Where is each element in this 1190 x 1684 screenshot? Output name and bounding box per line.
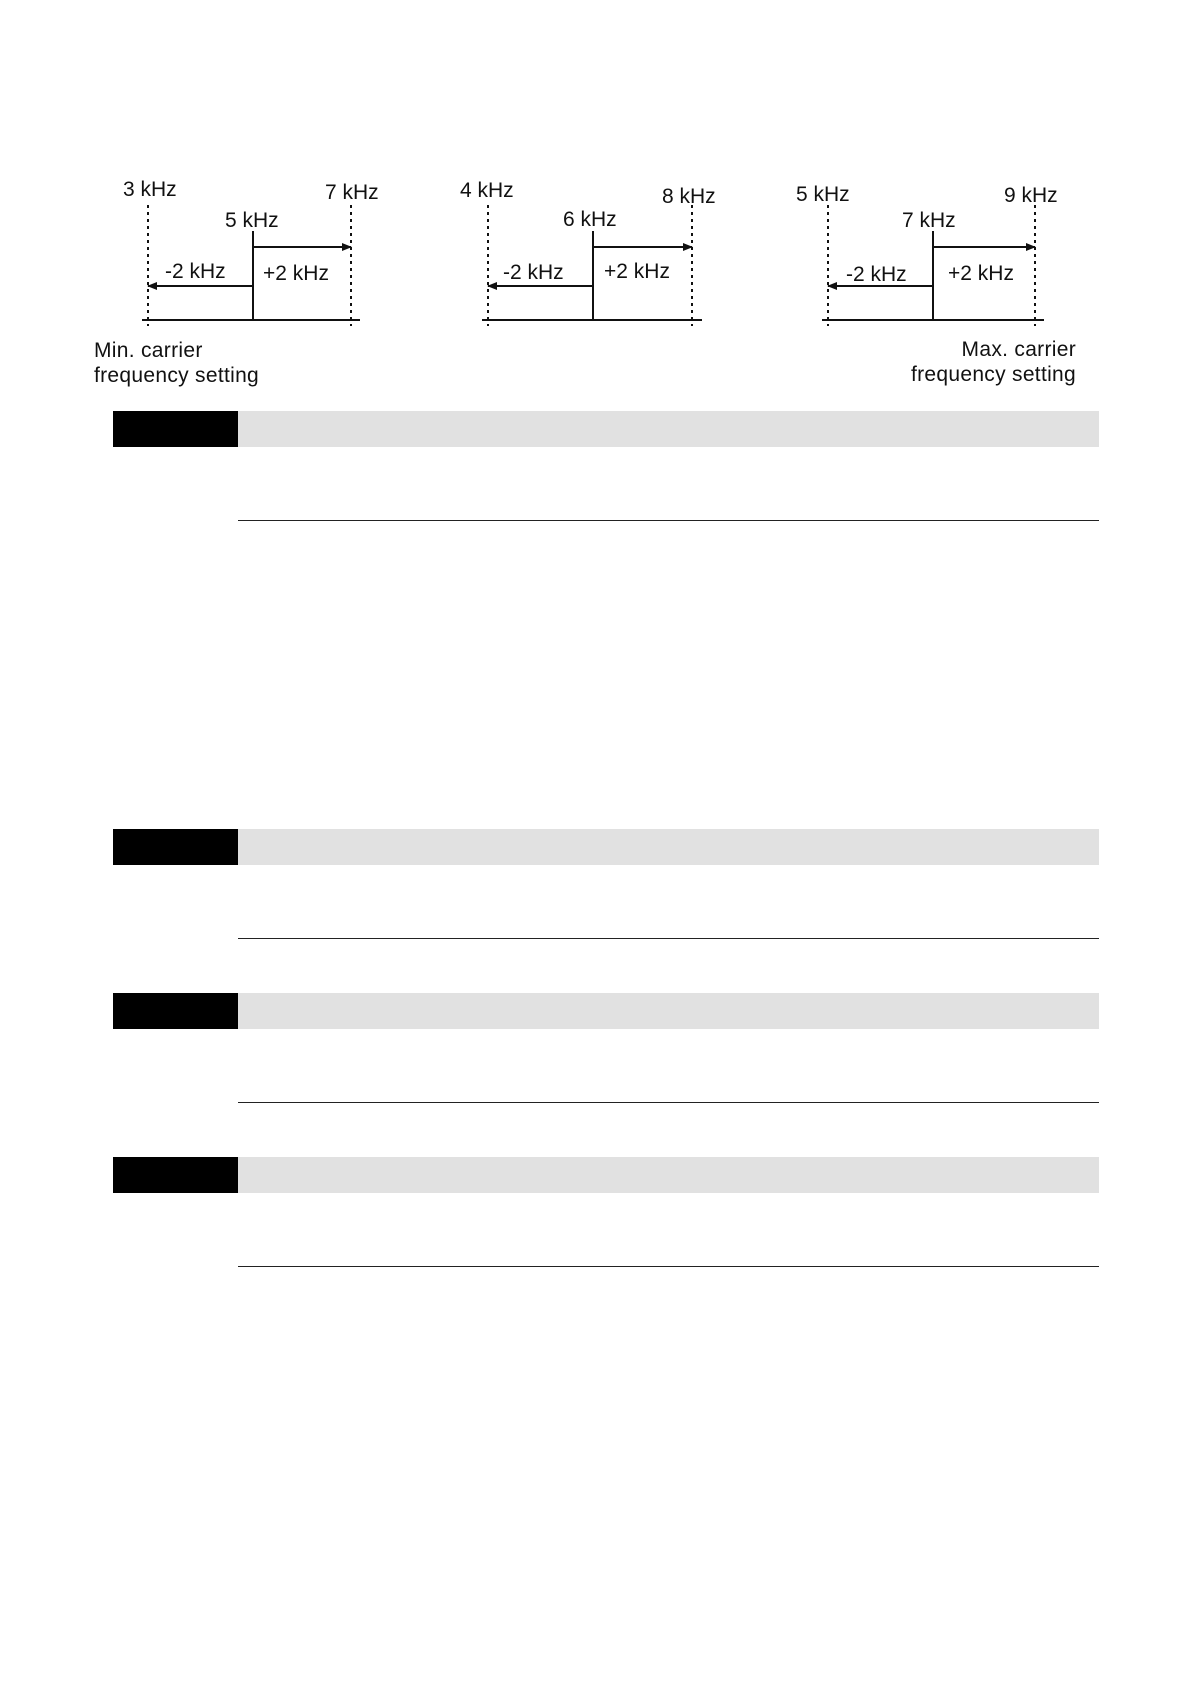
parameter-tag-3 — [113, 993, 238, 1029]
max-caption-line-1: Max. carrier — [961, 338, 1076, 361]
carrier-diagram-2 — [460, 179, 716, 326]
minus-label: -2 kHz — [165, 260, 226, 283]
min-caption-line-2: frequency setting — [94, 364, 260, 387]
plus-label: +2 kHz — [604, 260, 670, 283]
min-label: 3 kHz — [123, 178, 177, 201]
carrier-diagram-3 — [796, 183, 1058, 326]
parameter-divider-4 — [238, 1266, 1099, 1267]
parameter-header-3 — [113, 993, 1099, 1029]
plus-label: +2 kHz — [948, 262, 1014, 285]
center-label: 7 kHz — [902, 209, 956, 232]
parameter-tag-1 — [113, 411, 238, 447]
plus-label: +2 kHz — [263, 262, 329, 285]
parameter-header-2 — [113, 829, 1099, 865]
min-label: 4 kHz — [460, 179, 514, 202]
parameter-divider-1 — [238, 520, 1099, 521]
min-label: 5 kHz — [796, 183, 850, 206]
max-label: 7 kHz — [325, 181, 379, 204]
carrier-diagram-1 — [123, 178, 379, 326]
center-label: 6 kHz — [563, 208, 617, 231]
min-carrier-caption — [94, 338, 259, 388]
parameter-header-4 — [113, 1157, 1099, 1193]
parameter-divider-3 — [238, 1102, 1099, 1103]
min-caption-line-1: Min. carrier — [94, 339, 203, 362]
center-label: 5 kHz — [225, 209, 279, 232]
max-label: 9 kHz — [1004, 184, 1058, 207]
minus-label: -2 kHz — [503, 261, 564, 284]
max-label: 8 kHz — [662, 185, 716, 208]
parameter-divider-2 — [238, 938, 1099, 939]
parameter-tag-2 — [113, 829, 238, 865]
parameter-header-1 — [113, 411, 1099, 447]
max-caption-line-2: frequency setting — [910, 363, 1076, 386]
carrier-frequency-diagrams — [0, 0, 1190, 400]
minus-label: -2 kHz — [846, 263, 907, 286]
max-carrier-caption — [911, 337, 1076, 387]
parameter-tag-4 — [113, 1157, 238, 1193]
